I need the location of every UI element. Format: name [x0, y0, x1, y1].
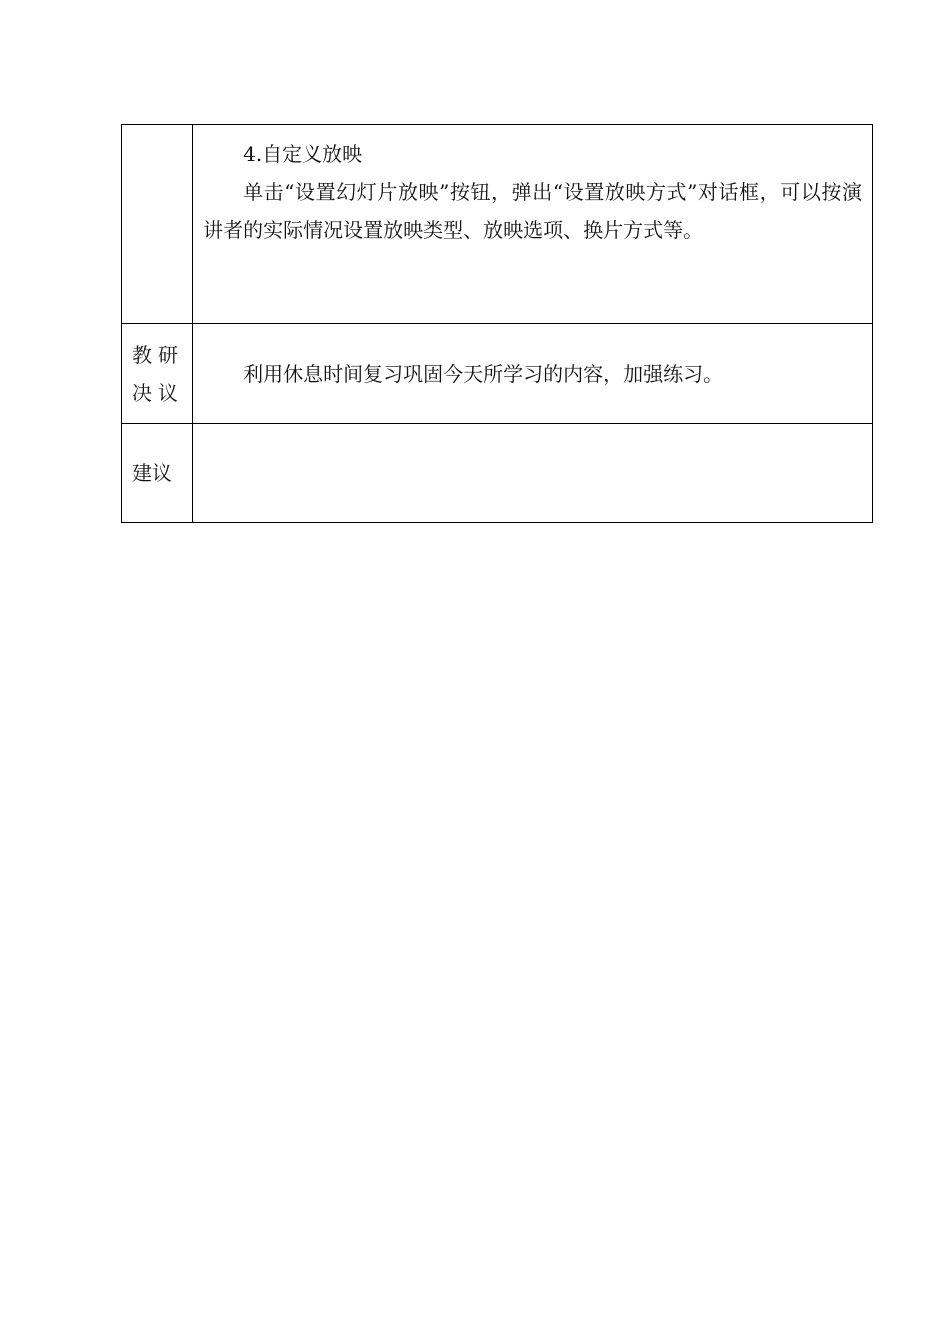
row-label-cell	[122, 125, 193, 324]
resolution-text: 利用休息时间复习巩固今天所学习的内容，加强练习。	[243, 361, 724, 386]
row-content-cell	[193, 424, 873, 523]
table-row	[122, 125, 873, 324]
table-row	[122, 424, 873, 523]
table-row	[122, 324, 873, 424]
row-content-cell	[193, 324, 873, 424]
row-content-cell	[193, 125, 873, 324]
row-label: 教研决议	[132, 342, 184, 405]
row-label-cell	[122, 324, 193, 424]
row-label: 建议	[132, 461, 172, 485]
record-table	[121, 124, 873, 523]
section-paragraph: 单击“设置幻灯片放映”按钮，弹出“设置放映方式”对话框，可以按演讲者的实际情况设置放映类型、放映选项、换片方式等。	[203, 180, 862, 242]
row-label-cell	[122, 424, 193, 523]
section-heading: 4.自定义放映	[243, 142, 363, 166]
